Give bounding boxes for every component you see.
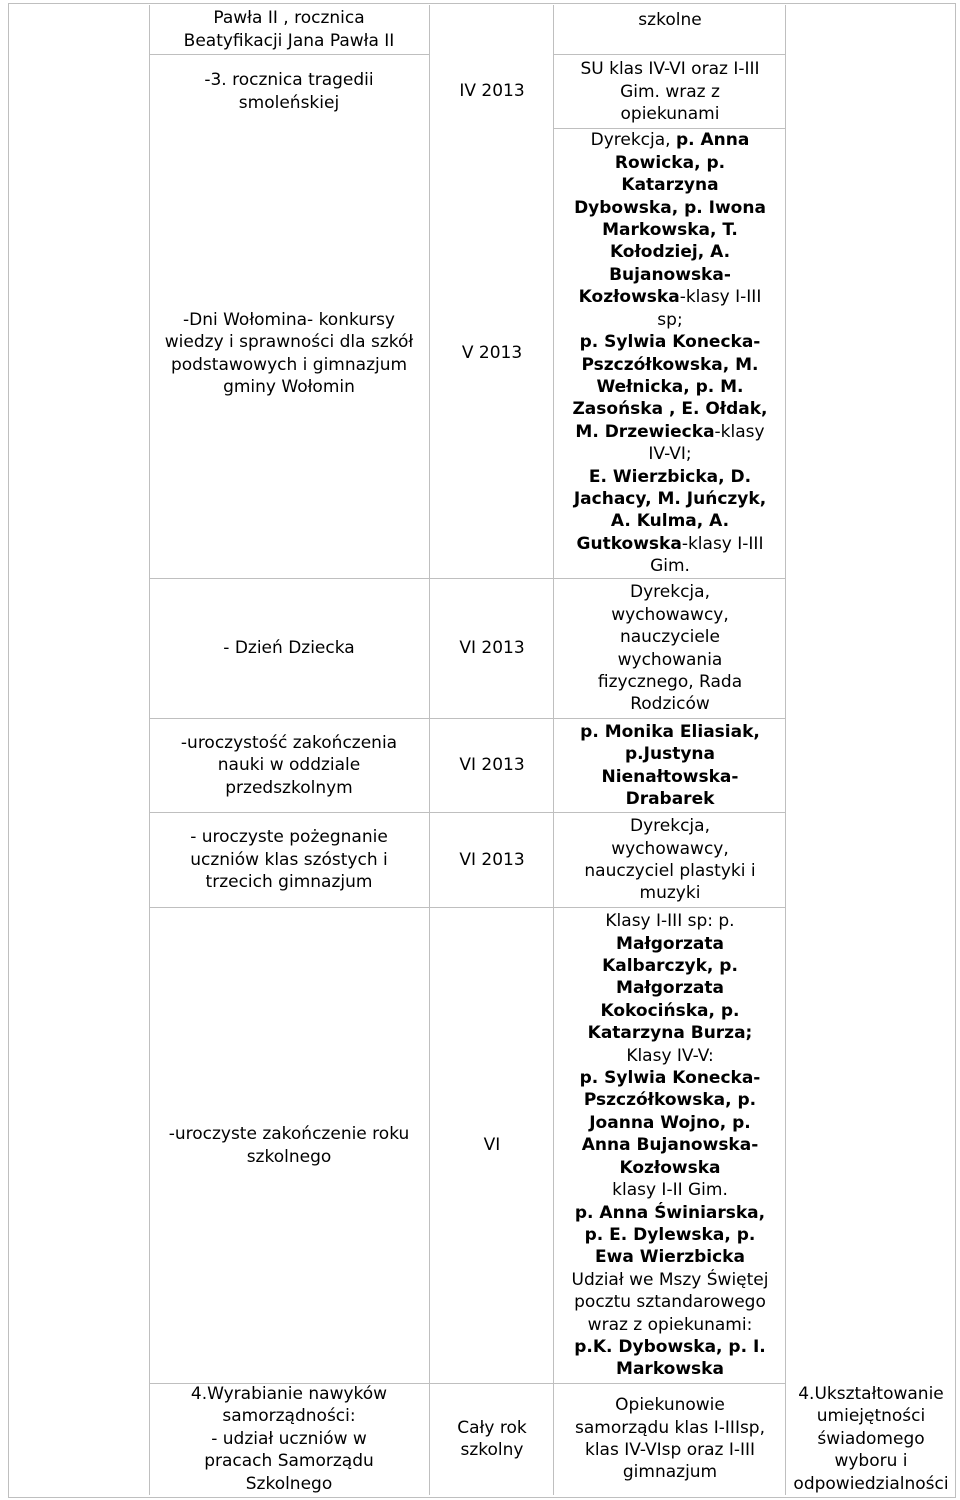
column-divider xyxy=(429,5,430,1495)
table-cell xyxy=(432,813,552,907)
person-name: Drabarek xyxy=(625,788,715,809)
text-segment: wychowawcy, xyxy=(611,604,729,625)
cell-text-line xyxy=(589,466,751,488)
cell-text-line: świadomego xyxy=(817,1428,925,1449)
person-name: p. Anna Świniarska, xyxy=(574,1202,766,1223)
cell-text-line xyxy=(612,1179,728,1201)
cell-text-line: szkolnego xyxy=(246,1146,332,1167)
cell-text-line: -Dni Wołomina- konkursy xyxy=(182,309,395,330)
cell-text-line: VI xyxy=(483,1135,501,1156)
cell-text-line xyxy=(616,1358,724,1380)
cell-text-line: - uroczyste pożegnanie xyxy=(190,827,388,848)
table-cell xyxy=(556,56,784,128)
cell-text-line xyxy=(626,1045,713,1067)
cell-text-line xyxy=(579,286,762,308)
cell-text-line: Szkolnego xyxy=(245,1473,333,1494)
cell-text-line: VI 2013 xyxy=(459,755,525,776)
person-name: Katarzyna xyxy=(621,175,719,196)
cell-text-line: gminy Wołomin xyxy=(223,376,355,397)
cell-text-line: VI 2013 xyxy=(459,849,525,870)
cell-text-line xyxy=(574,488,766,510)
cell-text-line xyxy=(601,1000,740,1022)
text-segment: Dyrekcja, xyxy=(590,130,676,151)
cell-text-line xyxy=(575,1417,765,1439)
cell-text-line xyxy=(623,1461,717,1483)
text-segment: -klasy I-III xyxy=(681,533,764,554)
cell-text-line xyxy=(625,743,715,765)
person-name: p.K. Dybowska, p. I. xyxy=(574,1336,766,1357)
cell-text-line xyxy=(621,174,718,196)
cell-text-line xyxy=(620,81,720,103)
table-cell xyxy=(432,719,552,812)
table-cell xyxy=(150,5,428,54)
table-cell xyxy=(556,908,784,1383)
person-name: Pszczółkowska, M. xyxy=(581,354,759,375)
cell-text-line xyxy=(650,555,690,577)
cell-text-line xyxy=(630,581,710,603)
person-name: p.Justyna xyxy=(625,744,715,765)
person-name: Zasońska , E. Ołdak, xyxy=(572,399,768,420)
cell-text-line xyxy=(580,721,760,743)
table-cell xyxy=(432,908,552,1383)
person-name: Kalbarczyk, p. xyxy=(602,956,738,977)
person-name: A. Kulma, A. xyxy=(610,511,730,532)
table-cell xyxy=(432,579,552,718)
column-divider xyxy=(785,5,786,1495)
table-cell xyxy=(432,129,552,578)
cell-text-line: podstawowych i gimnazjum xyxy=(170,354,408,375)
cell-text-line xyxy=(572,1269,769,1291)
text-segment: Klasy I-III sp: p. xyxy=(605,911,735,932)
person-name: Ewa Wierzbicka xyxy=(595,1247,745,1268)
cell-text-line xyxy=(589,1112,751,1134)
cell-text-line: pracach Samorządu xyxy=(204,1451,374,1472)
cell-text-line xyxy=(611,604,729,626)
table-cell xyxy=(150,908,428,1383)
text-segment: muzyki xyxy=(639,883,701,904)
cell-text-line: odpowiedzialności xyxy=(793,1473,949,1494)
text-segment: -klasy xyxy=(714,421,765,442)
text-segment: Udział we Mszy Świętej xyxy=(571,1269,769,1290)
text-segment: opiekunami xyxy=(620,104,720,125)
cell-text-line xyxy=(580,58,759,80)
row-divider xyxy=(554,54,786,55)
cell-text-line xyxy=(580,1067,761,1089)
cell-text-line xyxy=(581,354,758,376)
cell-text-line xyxy=(605,910,734,932)
cell-text-line xyxy=(618,649,723,671)
cell-text-line xyxy=(584,860,755,882)
cell-text-line xyxy=(602,766,739,788)
table-cell xyxy=(556,1384,784,1494)
person-name: Małgorzata xyxy=(616,978,724,999)
table-cell xyxy=(150,1384,428,1494)
cell-text-line: - udział uczniów w xyxy=(211,1428,367,1449)
person-name: p. Sylwia Konecka- xyxy=(579,332,761,353)
person-name: Kozłowska xyxy=(578,287,680,308)
person-name: Pszczółkowska, p. xyxy=(583,1090,757,1111)
cell-text-line: umiejętności xyxy=(816,1406,926,1427)
cell-text-line xyxy=(610,241,730,263)
cell-text-line xyxy=(616,977,724,999)
cell-text-line xyxy=(595,1246,745,1268)
table-cell xyxy=(556,5,784,35)
cell-text-line xyxy=(621,103,720,125)
table-cell xyxy=(556,813,784,907)
cell-text-line xyxy=(598,671,742,693)
table-cell xyxy=(150,719,428,812)
cell-text-line: samorządności: xyxy=(222,1406,356,1427)
cell-text-line xyxy=(615,1394,725,1416)
person-name: Wełnicka, p. M. xyxy=(596,376,744,397)
cell-text-line xyxy=(615,152,725,174)
cell-text-line xyxy=(602,955,738,977)
person-name: M. Drzewiecka xyxy=(575,421,715,442)
cell-text-line: nauki w oddziale xyxy=(217,755,361,776)
cell-text-line xyxy=(630,693,710,715)
person-name: p. Anna xyxy=(675,130,750,151)
text-segment: wychowania xyxy=(617,649,723,670)
table-cell xyxy=(556,579,784,718)
text-segment: nauczyciel plastyki i xyxy=(584,861,756,881)
text-segment: szkolne xyxy=(638,9,702,30)
cell-text-line xyxy=(620,626,720,648)
cell-text-line: smoleńskiej xyxy=(238,92,340,113)
person-name: Nienałtowska- xyxy=(601,766,739,787)
person-name: Kozłowska xyxy=(619,1157,721,1178)
person-name: Markowska xyxy=(616,1359,724,1380)
cell-text-line xyxy=(575,1202,765,1224)
cell-text-line xyxy=(574,1336,766,1358)
text-segment: nauczyciele xyxy=(619,627,720,648)
table-cell xyxy=(432,1384,552,1494)
cell-text-line: V 2013 xyxy=(461,343,523,364)
table-cell xyxy=(150,813,428,907)
person-name: Dybowska, p. Iwona xyxy=(574,197,766,218)
cell-text-line xyxy=(640,882,701,904)
cell-text-line: -3. rocznica tragedii xyxy=(204,70,374,91)
person-name: Bujanowska- xyxy=(609,264,731,285)
table-cell xyxy=(556,129,784,578)
cell-text-line xyxy=(609,264,731,286)
cell-text-line: Pawła II , rocznica xyxy=(213,8,365,29)
cell-text-line xyxy=(572,398,767,420)
table-cell xyxy=(150,129,428,578)
cell-text-line: szkolny xyxy=(460,1440,524,1460)
table-cell xyxy=(150,579,428,718)
text-segment: Klasy IV-V: xyxy=(626,1045,714,1066)
cell-text-line xyxy=(611,510,729,532)
table-cell xyxy=(432,55,552,128)
text-segment: wychowawcy, xyxy=(611,838,729,859)
cell-text-line xyxy=(591,129,750,151)
cell-text-line xyxy=(577,533,764,555)
person-name: p. E. Dylewska, p. xyxy=(584,1224,756,1245)
text-segment: gimnazjum xyxy=(622,1462,718,1483)
person-name: Anna Bujanowska- xyxy=(581,1135,759,1156)
person-name: Rowicka, p. xyxy=(614,152,726,173)
text-segment: fizycznego, Rada xyxy=(597,671,743,692)
table-cell xyxy=(432,5,552,54)
text-segment: Rodziców xyxy=(630,694,710,715)
text-segment: -klasy I-III xyxy=(679,287,762,308)
cell-text-line xyxy=(574,197,766,219)
person-name: Markowska, T. xyxy=(602,220,738,241)
person-name: Joanna Wojno, p. xyxy=(589,1112,751,1133)
text-segment: SU klas IV-VI oraz I-III xyxy=(580,59,760,80)
person-name: Małgorzata xyxy=(616,933,724,954)
person-name: Katarzyna Burza; xyxy=(587,1023,753,1044)
cell-text-line xyxy=(575,421,764,443)
cell-text-line xyxy=(596,376,743,398)
text-segment: klas IV-VIsp oraz I-III xyxy=(584,1440,756,1460)
cell-text-line xyxy=(616,933,724,955)
cell-text-line xyxy=(574,1291,766,1313)
cell-text-line: przedszkolnym xyxy=(225,777,353,798)
table-cell xyxy=(556,719,784,812)
text-segment: sp; xyxy=(657,309,683,330)
person-name: p. Sylwia Konecka- xyxy=(579,1068,761,1089)
cell-text-line: uczniów klas szóstych i xyxy=(190,849,388,870)
text-segment: samorządu klas I-IIIsp, xyxy=(574,1417,766,1438)
cell-text-line xyxy=(602,219,738,241)
text-segment: klasy I-II Gim. xyxy=(612,1180,728,1201)
cell-text-line xyxy=(585,1224,756,1246)
cell-text-line xyxy=(585,1439,755,1461)
person-name: Kołodziej, A. xyxy=(609,242,731,263)
text-segment: Dyrekcja, xyxy=(630,816,710,837)
cell-text-line: VI 2013 xyxy=(459,638,525,659)
text-segment: Opiekunowie xyxy=(615,1395,725,1416)
person-name: p. Monika Eliasiak, xyxy=(580,721,760,742)
cell-text-line xyxy=(611,838,729,860)
cell-text-line: IV 2013 xyxy=(459,81,525,102)
person-name: E. Wierzbicka, D. xyxy=(588,466,752,487)
cell-text-line xyxy=(584,1089,756,1111)
text-segment: wraz z opiekunami: xyxy=(587,1314,753,1335)
cell-text-line xyxy=(648,443,691,465)
cell-text-line: wyboru i xyxy=(834,1451,908,1472)
cell-text-line: Beatyfikacji Jana Pawła II xyxy=(183,30,395,51)
cell-text-line: 4.Wyrabianie nawyków xyxy=(190,1383,388,1404)
table-cell xyxy=(150,55,428,128)
cell-text-line xyxy=(580,331,761,353)
text-segment: Gim. wraz z xyxy=(620,81,720,102)
text-segment: Gim. xyxy=(650,556,690,577)
cell-text-line: - Dzień Dziecka xyxy=(223,638,355,659)
text-segment: Dyrekcja, xyxy=(630,582,710,603)
cell-text-line xyxy=(588,1022,753,1044)
text-segment: pocztu sztandarowego xyxy=(574,1292,766,1313)
cell-text-line xyxy=(638,9,701,31)
person-name: Gutkowska xyxy=(576,533,682,554)
cell-text-line: trzecich gimnazjum xyxy=(205,872,373,893)
table-cell xyxy=(788,1384,954,1494)
person-name: Jachacy, M. Juńczyk, xyxy=(573,488,767,509)
cell-text-line: wiedzy i sprawności dla szkół xyxy=(164,332,414,353)
cell-text-line: -uroczyste zakończenie roku xyxy=(168,1124,410,1145)
cell-text-line: Cały rok xyxy=(457,1417,527,1438)
cell-text-line xyxy=(619,1157,720,1179)
cell-text-line xyxy=(582,1134,759,1156)
cell-text-line: 4.Ukształtowanie xyxy=(798,1383,944,1404)
text-segment: IV-VI; xyxy=(648,444,692,465)
cell-text-line xyxy=(626,788,715,810)
column-divider xyxy=(553,5,554,1495)
cell-text-line: -uroczystość zakończenia xyxy=(180,732,398,753)
person-name: Kokocińska, p. xyxy=(600,1000,740,1021)
cell-text-line xyxy=(630,815,710,837)
cell-text-line xyxy=(588,1314,753,1336)
cell-text-line xyxy=(657,309,682,331)
